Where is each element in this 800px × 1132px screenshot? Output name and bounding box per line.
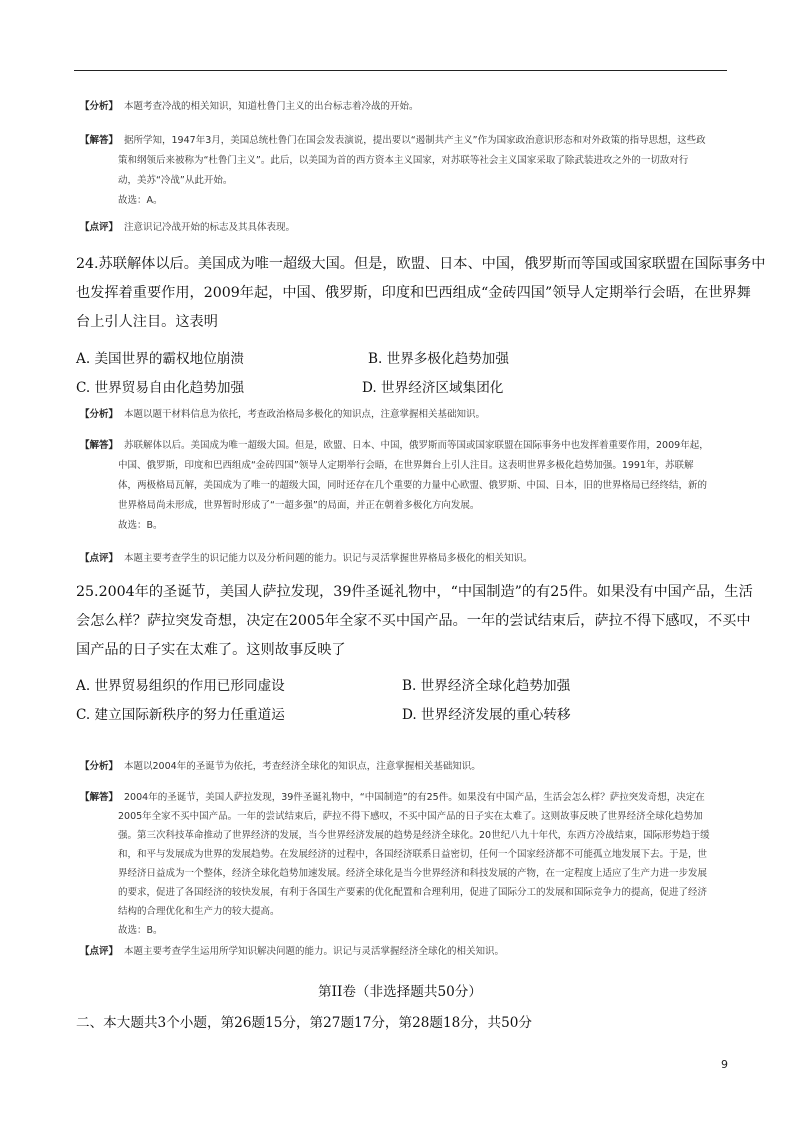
answer-line: 界经济日益成为一个整体，经济全球化趋势加速发展。经济全球化是当今世界经济和科技发展的产物，在一定程度上适应了生产力进一步发展 <box>118 868 708 879</box>
answer-line: 2005年全家不买中国产品。一年的尝试结束后，萨拉不得下感叹，不买中国产品的日子实在太难了。这则故事反映了世界经济全球化趋势加 <box>118 811 703 822</box>
q24-option-b[interactable]: B. 世界多极化趋势加强 <box>368 351 509 367</box>
answer-line: 据所学知，1947年3月，美国总统杜鲁门在国会发表演说，提出要以“遏制共产主义”作为国家政治意识形态和对外政策的指导思想，这些政 <box>124 135 706 146</box>
q24-option-a[interactable]: A. 美国世界的霸权地位崩溃 <box>76 351 244 367</box>
answer-tag: 【解答】 <box>80 440 119 451</box>
answer-line: 苏联解体以后。美国成为唯一超级大国。但是，欧盟、日本、中国，俄罗斯而等国或国家联盟在国际事务中也发挥着重要作用，2009年起， <box>124 440 709 451</box>
stem-line: 25.2004年的圣诞节，美国人萨拉发现，39件圣诞礼物中，“中国制造”的有25件。如果没有中国产品，生活 <box>76 584 753 600</box>
q24-stem <box>76 250 766 337</box>
analysis-tag: 【分析】 <box>80 761 119 772</box>
analysis-tag: 【分析】 <box>80 101 119 112</box>
comment-tag: 【点评】 <box>80 553 119 564</box>
q24-answer <box>80 436 740 536</box>
stem-line: 也发挥着重要作用，2009年起，中国、俄罗斯，印度和巴西组成“金砖四国”领导人定期举行会晤，在世界舞 <box>76 285 751 301</box>
page-number: 9 <box>721 1058 728 1071</box>
answer-tag: 【解答】 <box>80 792 119 803</box>
q24-analysis <box>80 405 740 425</box>
answer-line: 故选：A。 <box>118 195 163 206</box>
q25-option-c[interactable]: C. 建立国际新秩序的努力任重道运 <box>76 707 285 723</box>
answer-tag: 【解答】 <box>80 135 119 146</box>
comment-tag: 【点评】 <box>80 946 119 957</box>
q25-comment <box>80 942 740 962</box>
q25-stem <box>76 578 753 665</box>
q25-option-a[interactable]: A. 世界贸易组织的作用已形同虚设 <box>76 678 285 694</box>
q24-comment <box>80 549 740 569</box>
comment-tag: 【点评】 <box>80 222 119 233</box>
section-instruction: 二、本大题共3个小题，第26题15分，第27题17分，第28题18分，共50分 <box>76 1015 532 1031</box>
q25-answer <box>80 788 740 940</box>
stem-line: 会怎么样？萨拉突发奇想，决定在2005年全家不买中国产品。一年的尝试结束后，萨拉不得下感叹，不买中 <box>76 613 751 629</box>
answer-line: 2004年的圣诞节，美国人萨拉发现，39件圣诞礼物中，“中国制造”的有25件。如果没有中国产品，生活会怎么样？萨拉突发奇想，决定在 <box>124 792 705 803</box>
stem-line: 国产品的日子实在太难了。这则故事反映了 <box>76 642 346 658</box>
analysis-text: 本题以2004年的圣诞节为依托，考查经济全球化的知识点，注意掌握相关基础知识。 <box>124 761 481 772</box>
answer-line: 强。第三次科技革命推动了世界经济的发展，当今世界经济发展的趋势是经济全球化。20世纪八九十年代，东西方冷战结束，国际形势趋于缓 <box>118 830 710 841</box>
header-rule <box>74 70 727 71</box>
q24-option-c[interactable]: C. 世界贸易自由化趋势加强 <box>76 380 245 396</box>
answer-line: 结构的合理优化和生产力的较大提高。 <box>118 906 280 917</box>
answer-line: 故选：B。 <box>118 520 163 531</box>
q25-option-d[interactable]: D. 世界经济发展的重心转移 <box>402 707 571 723</box>
stem-line: 24.苏联解体以后。美国成为唯一超级大国。但是，欧盟、日本、中国，俄罗斯而等国或国家联盟在国际事务中 <box>76 256 766 272</box>
answer-line: 故选：B。 <box>118 925 163 936</box>
q23-answer <box>80 131 740 211</box>
answer-line: 中国、俄罗斯，印度和巴西组成“金砖四国”领导人定期举行会晤，在世界舞台上引人注目。这表明世界多极化趋势加强。1991年，苏联解 <box>118 460 694 471</box>
answer-line: 动，美苏“冷战”从此开始。 <box>118 175 233 186</box>
comment-text: 本题主要考查学生运用所学知识解决问题的能力。识记与灵活掌握经济全球化的相关知识。 <box>124 946 505 957</box>
analysis-tag: 【分析】 <box>80 409 119 420</box>
answer-line: 世界格局尚未形成，世界暂时形成了“一超多强”的局面，并正在朝着多极化方向发展。 <box>118 500 480 511</box>
analysis-text: 本题以题干材料信息为依托，考查政治格局多极化的知识点，注意掌握相关基础知识。 <box>124 409 486 420</box>
q23-comment <box>80 218 740 238</box>
comment-text: 本题主要考查学生的识记能力以及分析问题的能力。识记与灵活掌握世界格局多极化的相关知识。 <box>124 553 533 564</box>
answer-line: 的要求，促进了各国经济的较快发展，有利于各国生产要素的优化配置和合理利用，促进了国际分工的发展和国际竞争力的提高，促进了经济 <box>118 887 708 898</box>
comment-text: 注意识记冷战开始的标志及其具体表现。 <box>124 222 296 233</box>
section-title: 第II卷（非选择题共50分） <box>318 984 482 1000</box>
q24-option-d[interactable]: D. 世界经济区域集团化 <box>362 380 504 396</box>
stem-line: 台上引人注目。这表明 <box>76 314 218 330</box>
analysis-text: 本题考查冷战的相关知识，知道杜鲁门主义的出台标志着冷战的开始。 <box>124 101 419 112</box>
q25-option-b[interactable]: B. 世界经济全球化趋势加强 <box>402 678 571 694</box>
q25-analysis <box>80 757 740 777</box>
q23-analysis <box>80 97 740 117</box>
answer-line: 和，和平与发展成为世界的发展趋势。在发展经济的过程中，各国经济联系日益密切，任何一个国家经济都不可能孤立地发展下去。于是，世 <box>118 849 708 860</box>
answer-line: 体，两极格局瓦解，美国成为了唯一的超级大国，同时还存在几个重要的力量中心欧盟、俄罗斯、中国、日本，旧的世界格局已经终结，新的 <box>118 480 708 491</box>
answer-line: 策和纲领后来被称为“杜鲁门主义”。此后，以美国为首的西方资本主义国家，对苏联等社会主义国家采取了除武装进攻之外的一切敌对行 <box>118 155 689 166</box>
